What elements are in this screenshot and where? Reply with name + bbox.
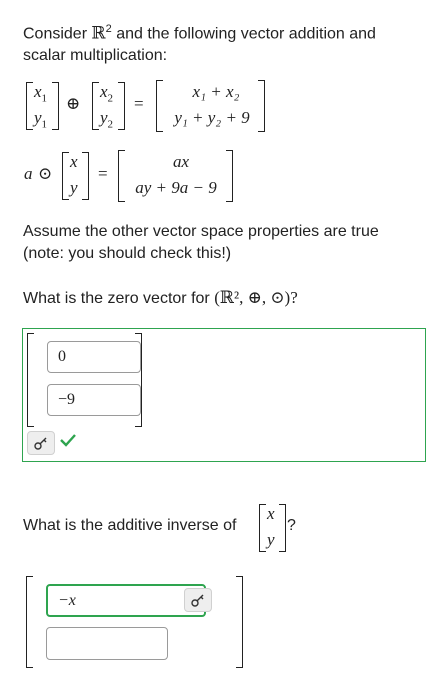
key-button[interactable] [27,431,55,455]
question-additive-inverse: What is the additive inverse of x y ? [23,500,433,556]
equals-sign: = [134,94,144,113]
inverse-x-input[interactable]: −x [46,584,206,617]
scalar-mult-equation: a ⊙ x y = ax ay + 9a − 9 [24,148,444,204]
key-icon [190,592,206,608]
checkmark-icon [59,433,77,447]
zero-vector-answer-box [22,328,426,462]
question-zero-vector: What is the zero vector for (ℝ², ⊕, ⊙)? [23,288,298,307]
right-bracket [236,576,243,668]
scalar-result-vector: ax ay + 9a − 9 [116,148,236,204]
left-bracket [26,576,33,668]
left-bracket [27,333,34,427]
inverse-y-input[interactable] [46,627,168,660]
odot-symbol: ⊙ [38,164,53,183]
equals-sign: = [98,164,108,183]
right-bracket [135,333,142,427]
zero-vector-y-input[interactable]: −9 [47,384,141,416]
vector-x1-y1: $x_1$ $y_1$ [24,78,58,134]
vector-x2-y2: $x_2$ $y_2$ [90,78,124,134]
vector-x-y: x y [60,148,90,204]
additive-inverse-answer [24,574,246,670]
oplus-symbol: ⊕ [66,94,81,113]
key-icon [33,435,49,451]
vector-x-y: x y [257,502,287,554]
addition-equation [24,78,444,134]
sum-result-vector: x₁ + x₂ y₁ + y₂ + 9 [154,78,266,134]
key-button[interactable] [184,588,212,612]
zero-vector-x-input[interactable]: 0 [47,341,141,373]
intro-text: Consider ℝ$^2$ and the following vector addition and scalar multiplication: [23,23,376,65]
assumption-text: Assume the other vector space properties are true (note: you should check this!) [23,223,379,262]
